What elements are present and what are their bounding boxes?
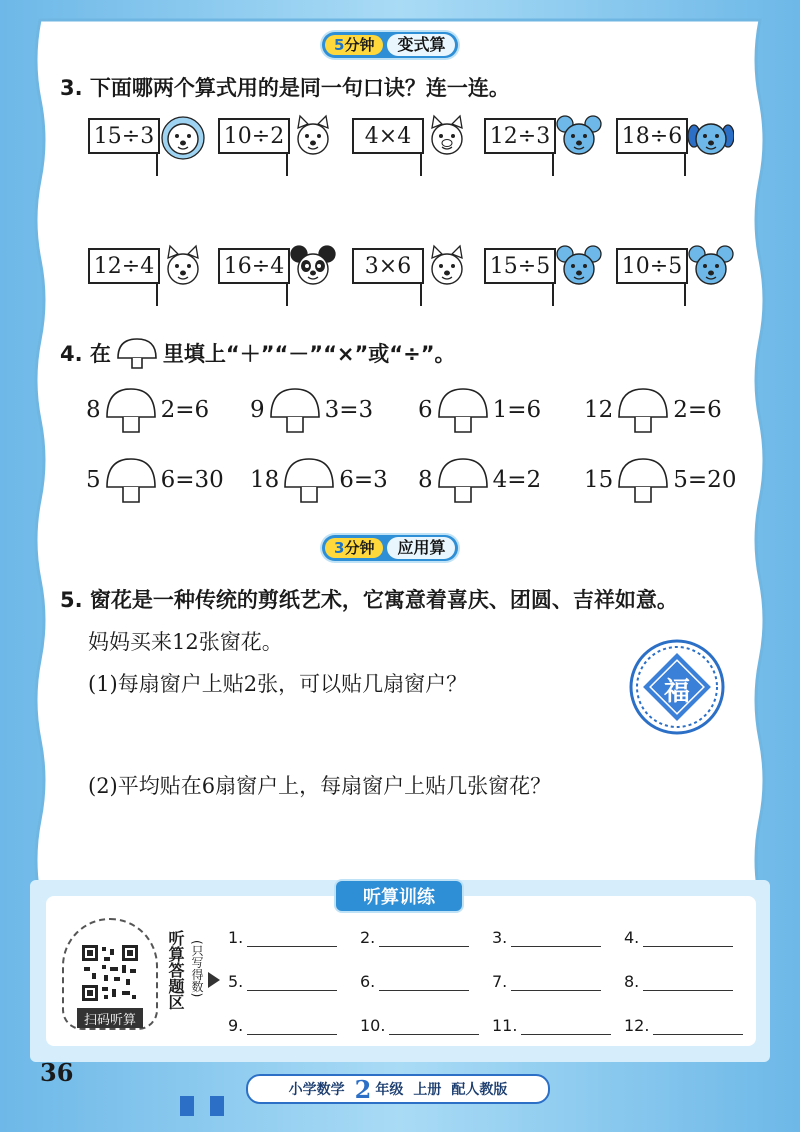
expression-card[interactable]: 18÷6 [616,118,688,154]
answer-blank[interactable] [228,1016,360,1035]
answer-blank[interactable] [492,928,624,947]
equation-left-operand: 6 [418,397,433,423]
tiger-icon [160,244,206,290]
operator-blank-mushroom[interactable] [281,455,337,505]
equation-right-side: 4=2 [492,467,542,493]
equation-left-operand: 9 [250,397,265,423]
question-5-part-1: (1)每扇窗户上贴2张，可以贴几扇窗户？ [88,672,468,696]
expression-card[interactable]: 3×6 [352,248,424,284]
operator-blank-mushroom[interactable] [103,455,159,505]
answer-blank[interactable] [228,972,360,991]
sign-pole [156,154,158,176]
equation-right-side: 1=6 [492,397,542,423]
expression-card[interactable]: 16÷4 [218,248,290,284]
section-title: 应用算 [387,537,455,559]
answer-number: 6. [360,972,376,991]
answer-blank[interactable] [492,972,624,991]
answer-line[interactable] [379,932,469,947]
equation-right-side: 3=3 [324,397,374,423]
footer-tab-right [210,1096,224,1116]
question-3-title: 3. 下面哪两个算式用的是同一句口诀？连一连。 [60,76,510,100]
answer-row [228,1016,756,1035]
answer-area-note: (只写得数) [190,940,204,998]
sign-pole [552,284,554,306]
equation [250,455,388,505]
qr-code-icon[interactable] [82,945,138,1001]
answer-line[interactable] [643,932,733,947]
section-minutes: 5 [334,36,345,54]
answer-blank[interactable] [360,928,492,947]
expression-card[interactable]: 15÷3 [88,118,160,154]
equation-right-side: 6=3 [339,467,388,493]
answer-blank[interactable] [228,928,360,947]
expression-card[interactable]: 12÷4 [88,248,160,284]
question-5-text: 5. 窗花是一种传统的剪纸艺术，它寓意着喜庆、团圆、吉祥如意。 [60,588,678,612]
cat-icon [424,244,470,290]
answer-row [228,972,756,991]
lion-icon [160,114,206,160]
sign-pole [684,154,686,176]
answer-number: 4. [624,928,640,947]
sign-pole [420,284,422,306]
answer-number: 5. [228,972,244,991]
mushroom-icon [115,336,159,370]
dog-icon [688,114,734,160]
answer-number: 7. [492,972,508,991]
equation-right-side: 2=6 [160,397,210,423]
question-4-title-start: 4. 在 [60,342,111,366]
paper-cut-decoration [628,638,726,736]
cat-icon [290,114,336,160]
listening-banner: 听算训练 [336,881,462,911]
sign-pole [552,154,554,176]
equation [584,385,722,435]
question-4-title [60,336,456,370]
footer-grade-number: 2 [354,1074,372,1104]
expression-card[interactable]: 15÷5 [484,248,556,284]
section-minutes: 3 [334,539,345,557]
answer-blank[interactable] [492,1016,624,1035]
qr-label: 扫码听算 [77,1008,143,1028]
footer-grade-unit: 年级 [375,1082,404,1098]
mouse-icon [556,114,602,160]
answer-number: 12. [624,1016,650,1035]
answer-blank[interactable] [360,1016,492,1035]
pig-icon [424,114,470,160]
answer-blank[interactable] [624,928,756,947]
answer-number: 11. [492,1016,518,1035]
answer-line[interactable] [511,932,601,947]
answer-row [228,928,756,947]
answer-number: 2. [360,928,376,947]
operator-blank-mushroom[interactable] [615,455,671,505]
answer-number: 10. [360,1016,386,1035]
page-number: 36 [40,1058,74,1087]
expression-card[interactable]: 4×4 [352,118,424,154]
answer-blank[interactable] [624,972,756,991]
operator-blank-mushroom[interactable] [103,385,159,435]
equation [250,385,373,435]
footer-tab-left [180,1096,194,1116]
equation-left-operand: 12 [584,397,614,423]
operator-blank-mushroom[interactable] [267,385,323,435]
monkey-icon [688,244,734,290]
answer-line[interactable] [511,976,601,991]
equation-left-operand: 8 [86,397,101,423]
operator-blank-mushroom[interactable] [615,385,671,435]
question-5-condition: 妈妈买来12张窗花。 [88,630,283,654]
answer-line[interactable] [521,1020,611,1035]
answer-line[interactable] [247,976,337,991]
equation [418,385,541,435]
expression-card[interactable]: 10÷2 [218,118,290,154]
section-minute-unit: 分钟 [344,36,375,54]
section-header-3min [322,535,458,561]
footer-subject: 小学数学 [288,1082,345,1098]
equation [86,385,209,435]
sign-pole [684,284,686,306]
bear-icon [556,244,602,290]
equation-left-operand: 8 [418,467,433,493]
play-triangle-icon [208,972,220,988]
equation-left-operand: 18 [250,467,280,493]
operator-blank-mushroom[interactable] [435,455,491,505]
operator-blank-mushroom[interactable] [435,385,491,435]
sign-pole [156,284,158,306]
section-header-5min [322,32,458,58]
answer-number: 3. [492,928,508,947]
answer-area-label: 听算答题区 [166,930,185,1010]
section-title: 变式算 [387,34,455,56]
sign-pole [286,284,288,306]
panda-icon [290,244,336,290]
answer-line[interactable] [389,1020,479,1035]
answer-line[interactable] [379,976,469,991]
equation [584,455,736,505]
paper-cut-character: 福 [663,677,690,707]
equation [86,455,224,505]
answer-line[interactable] [247,1020,337,1035]
answer-number: 1. [228,928,244,947]
equation-right-side: 6=30 [160,467,224,493]
answer-line[interactable] [643,976,733,991]
sign-pole [286,154,288,176]
answer-blank[interactable] [360,972,492,991]
question-5-part-2: (2)平均贴在6扇窗户上，每扇窗户上贴几张窗花？ [88,774,552,798]
answer-line[interactable] [247,932,337,947]
section-minute-unit: 分钟 [344,539,375,557]
expression-card[interactable]: 10÷5 [616,248,688,284]
footer-volume: 上册 [413,1082,442,1098]
equation-right-side: 5=20 [673,467,737,493]
expression-card[interactable]: 12÷3 [484,118,556,154]
footer-book-info [246,1074,550,1104]
answer-line[interactable] [653,1020,743,1035]
footer-edition: 配人教版 [451,1082,508,1098]
equation-right-side: 2=6 [673,397,722,423]
sign-pole [420,154,422,176]
equation-left-operand: 5 [86,467,101,493]
question-4-title-end: 里填上“＋”“－”“×”或“÷”。 [162,342,456,366]
answer-number: 8. [624,972,640,991]
equation [418,455,541,505]
answer-number: 9. [228,1016,244,1035]
equation-left-operand: 15 [584,467,614,493]
answer-blank[interactable] [624,1016,756,1035]
